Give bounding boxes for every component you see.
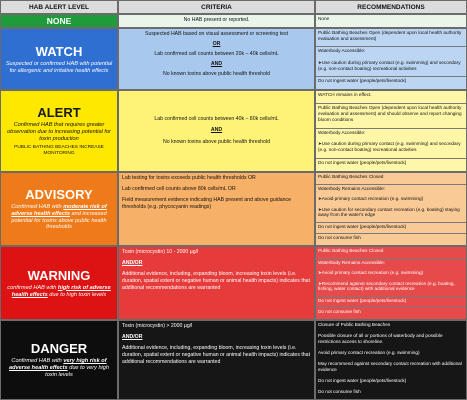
level-alert bbox=[0, 90, 118, 172]
rec-subitem: ➤ Use caution during primary contact (e.g. swimming) and secondary (e.g. non-contact boating) recreational activities bbox=[316, 59, 466, 77]
criteria-none bbox=[118, 14, 315, 28]
rec-item: Waterbody Remains Accessible: bbox=[318, 185, 386, 191]
criteria-text: Lab confirmed cell counts between 20k – 40k cells/mL bbox=[154, 51, 279, 58]
desc-post: due to very high toxin levels bbox=[45, 365, 110, 378]
row-danger bbox=[0, 320, 467, 400]
criteria-text: Lab testing for toxins exceeds public health thresholds OR bbox=[122, 175, 256, 181]
level-none bbox=[0, 14, 118, 28]
rec-item: Possible closure of all or portions of waterbody and possible restrictions access to shoreline. bbox=[318, 333, 443, 344]
criteria-text: Additional evidence, including, expanding bloom, increasing toxin levels (i.e. duration, spatial extent or negative human or animal health impacts) indicates that additional recommendations are warranted bbox=[122, 345, 311, 366]
rec-item: Do not consume fish bbox=[318, 235, 361, 241]
criteria-danger bbox=[118, 320, 315, 400]
desc-pre: confirmed HAB with bbox=[7, 284, 58, 291]
level-description bbox=[4, 285, 114, 299]
rec-item: Public Bathing Beaches Open (dependent upon local health authority evaluation and assessment) and should observe and report changing bloom conditions bbox=[316, 104, 466, 129]
level-note: PUBLIC BATHING BEACHES INCREASE MONITORING bbox=[14, 145, 104, 157]
criteria-text: Suspected HAB based on visual assessment or screening test bbox=[144, 31, 289, 37]
row-none bbox=[0, 14, 467, 28]
level-title: ADVISORY bbox=[25, 186, 93, 202]
desc-pre: Confirmed HAB with bbox=[11, 203, 64, 210]
level-title: ALERT bbox=[37, 104, 81, 120]
criteria-text: Toxin (microcystin) 10 - 2000 µg/l bbox=[122, 249, 199, 255]
level-title: DANGER bbox=[30, 341, 88, 357]
criteria-text: Lab confirmed cell counts above 80k cells/mL OR bbox=[122, 186, 236, 193]
desc-emphasis: high risk of adverse health effects bbox=[11, 284, 111, 298]
criteria-alert bbox=[118, 90, 315, 172]
recs-advisory bbox=[315, 172, 467, 246]
rec-item: Do not consume fish bbox=[318, 309, 361, 315]
recs-warning bbox=[315, 246, 467, 320]
recs-watch bbox=[315, 28, 467, 90]
rec-item: Public Bathing Beaches Open (dependent upon local health authority evaluation and assessment) bbox=[316, 29, 466, 47]
rec-subitem: ➤ Avoid primary contact recreation (e.g. swimming) bbox=[316, 269, 466, 280]
criteria-advisory bbox=[118, 172, 315, 246]
criteria-connector: AND/OR bbox=[122, 260, 143, 267]
rec-subitem: ➤ Use caution for secondary contact recreation (e.g. boating) staying away from the water's edge bbox=[316, 206, 466, 223]
criteria-text: No known toxins above public health threshold bbox=[163, 71, 270, 78]
criteria-text: No known toxins above public health threshold bbox=[163, 138, 270, 145]
criteria-connector: OR bbox=[212, 41, 221, 48]
recs-none bbox=[315, 14, 467, 28]
row-watch bbox=[0, 28, 467, 90]
recs-danger bbox=[315, 320, 467, 400]
level-description bbox=[4, 204, 114, 232]
desc-pre: Confirmed HAB with bbox=[11, 358, 64, 365]
rec-item: Do not ingest water (people/pets/livestock) bbox=[318, 377, 407, 383]
level-description bbox=[4, 358, 114, 379]
criteria-text: Lab confirmed cell counts between 40k – 80k cells/mL bbox=[154, 116, 279, 123]
criteria-warning bbox=[118, 246, 315, 320]
level-description: Confirmed HAB that requires greater observation due to increasing potential for toxin production bbox=[7, 121, 111, 142]
criteria-connector: AND bbox=[210, 61, 223, 68]
rec-subitem: ➤ Avoid primary contact recreation (e.g. swimming) bbox=[316, 195, 466, 206]
rec-item: Do not ingest water (people/pets/livestock) bbox=[318, 78, 407, 84]
level-description: Suspected or confirmed HAB with potential for allergenic and irritative health effects bbox=[5, 60, 113, 74]
level-advisory bbox=[0, 172, 118, 246]
header-recommendations: RECOMMENDATIONS bbox=[315, 0, 467, 14]
header-criteria: CRITERIA bbox=[118, 0, 315, 14]
header-level: HAB ALERT LEVEL bbox=[0, 0, 118, 14]
row-advisory bbox=[0, 172, 467, 246]
table-header-row bbox=[0, 0, 467, 14]
rec-item: None bbox=[318, 16, 330, 21]
rec-item: Do not ingest water (people/pets/livestock) bbox=[318, 160, 407, 166]
row-alert bbox=[0, 90, 467, 172]
rec-item: WATCH remains in effect. bbox=[316, 91, 466, 104]
level-title: WARNING bbox=[27, 267, 91, 283]
rec-item: Waterbody Accessible: bbox=[318, 129, 366, 135]
recs-alert bbox=[315, 90, 467, 172]
rec-item: Waterbody Accessible: bbox=[318, 48, 366, 54]
rec-subitem: ➤ Recommend against secondary contact recreation (e.g. boating, fishing, water contact) with additional evidence bbox=[316, 280, 466, 297]
level-title: NONE bbox=[46, 16, 72, 26]
rec-item: Do not ingest water (people/pets/livestock) bbox=[316, 297, 466, 309]
rec-item: Avoid primary contact recreation (e.g. swimming) bbox=[318, 349, 420, 355]
desc-post: and increased potential for toxins above public health thresholds bbox=[11, 210, 107, 231]
criteria-text: Toxin (microcystin) > 2000 µg/l bbox=[122, 323, 193, 329]
rec-item: Public Bathing Beaches Closed bbox=[316, 247, 466, 259]
criteria-connector: AND/OR bbox=[122, 334, 143, 341]
criteria-text: Field measurement evidence indicating HAB present and above guidance thresholds (e.g. phycocyanin readings) bbox=[122, 197, 291, 211]
rec-item: Closure of Public Bathing Beaches bbox=[318, 322, 391, 327]
desc-emphasis: moderate risk of adverse health effects bbox=[11, 203, 107, 217]
criteria-text: Additional evidence, including, expanding bloom, increasing toxin levels (i.e. duration, spatial extent or negative human or animal health impacts) indicates that additional recommendations are warranted bbox=[122, 271, 311, 292]
level-warning bbox=[0, 246, 118, 320]
rec-item: Waterbody Remains Accessible: bbox=[318, 259, 386, 265]
level-title: WATCH bbox=[35, 43, 83, 59]
criteria-watch bbox=[118, 28, 315, 90]
row-warning bbox=[0, 246, 467, 320]
criteria-connector: AND bbox=[210, 127, 223, 134]
rec-item: Public Bathing Beaches Closed bbox=[316, 173, 466, 185]
rec-item: Do not ingest water (people/pets/livestock) bbox=[316, 223, 466, 235]
desc-emphasis: very high risk of adverse health effects bbox=[8, 358, 107, 371]
rec-item: Do not consume fish bbox=[318, 388, 361, 394]
desc-post: due to high toxin levels bbox=[47, 291, 107, 298]
rec-item: May recommend against secondary contact recreation with additional evidence bbox=[318, 361, 462, 372]
level-watch bbox=[0, 28, 118, 90]
criteria-text: No HAB present or reported. bbox=[183, 17, 250, 24]
rec-subitem: ➤ Use caution during primary contact (e.g. swimming) and secondary (e.g. non-contact boating) recreational activities bbox=[316, 140, 466, 159]
level-danger bbox=[0, 320, 118, 400]
